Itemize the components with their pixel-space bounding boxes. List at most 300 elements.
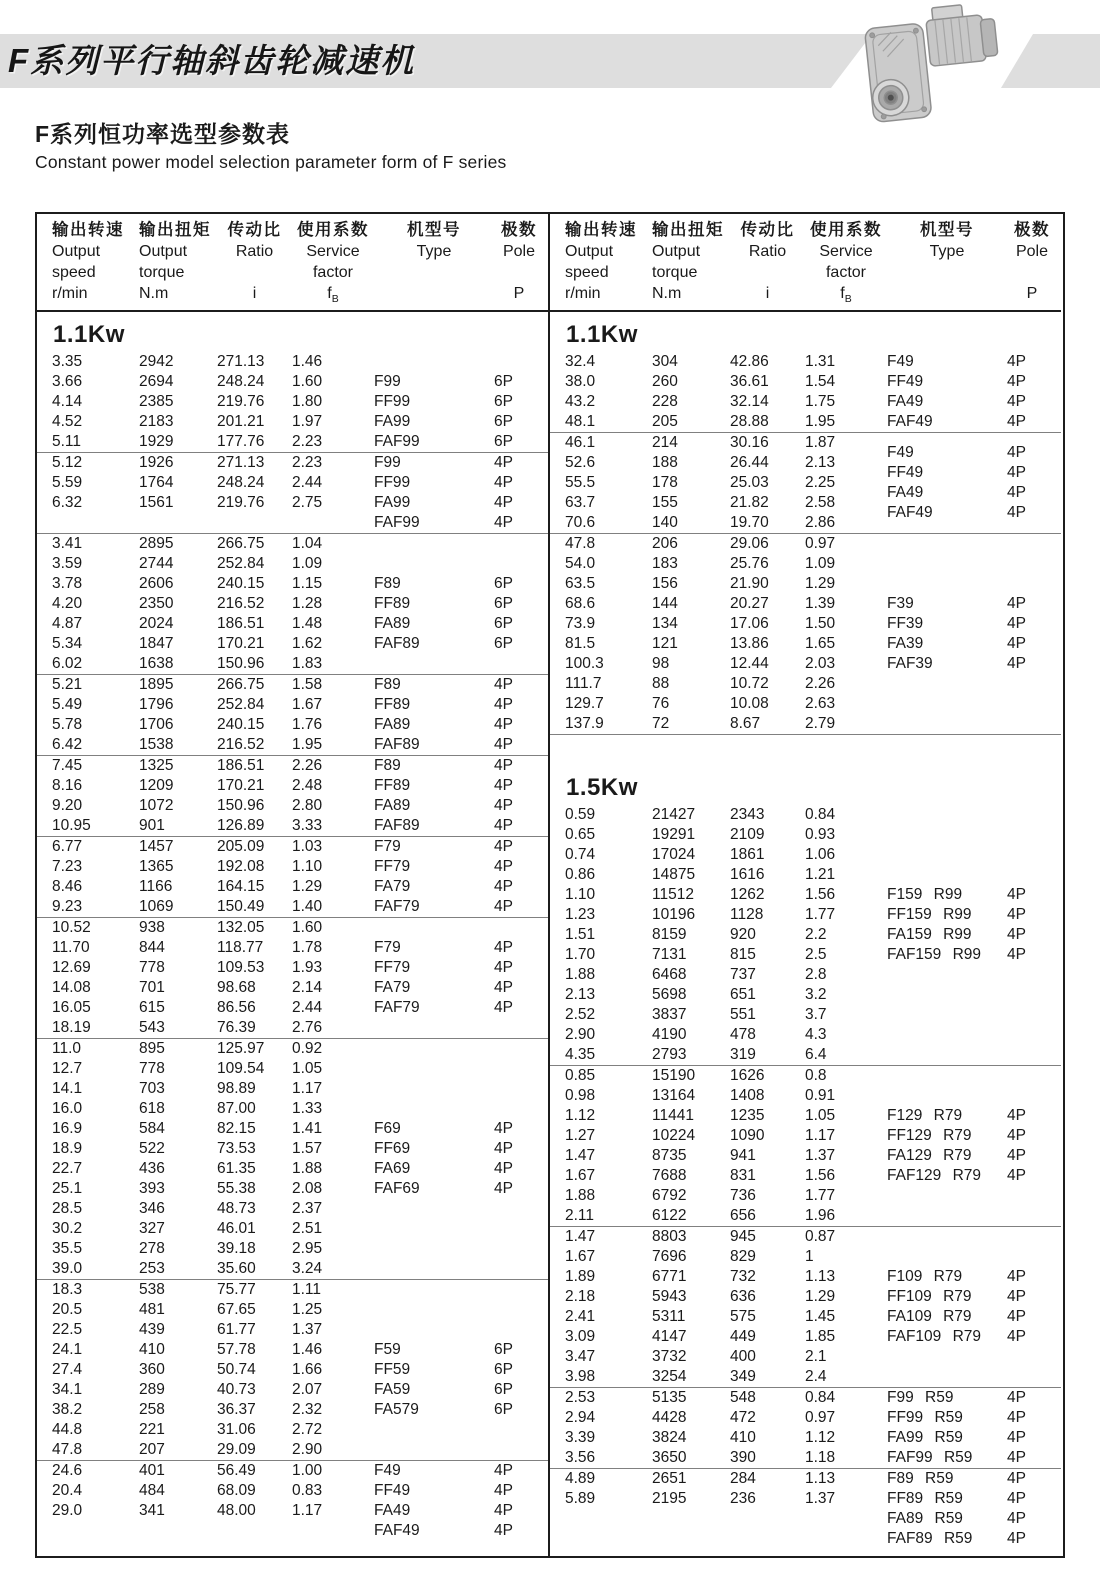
header-line: Service	[819, 243, 873, 260]
cell-speed: 44.8	[52, 1421, 83, 1438]
cell-speed: 7.45	[52, 757, 83, 774]
cell-ratio: 35.60	[217, 1260, 256, 1277]
cell-speed: 6.32	[52, 494, 83, 511]
cell-factor: 1.09	[805, 555, 836, 572]
cell-torque: 207	[139, 1441, 165, 1458]
cell-factor: 2.26	[292, 757, 323, 774]
cell-pole: 4P	[1007, 1107, 1026, 1124]
cell-pole: 4P	[1007, 946, 1026, 963]
cell-torque	[652, 1529, 730, 1549]
cell-torque: 360	[139, 1361, 165, 1378]
cell-torque: 7696	[652, 1248, 687, 1265]
cell-pole: 4P	[1007, 1409, 1026, 1426]
cell-ratio: 50.74	[217, 1361, 256, 1378]
cell-factor: 1.04	[292, 535, 323, 552]
cell-speed: 1.47	[565, 1147, 596, 1164]
header-line: Output	[652, 243, 701, 260]
column-header-pole	[1007, 220, 1057, 310]
cell-pole: 4P	[1007, 1328, 1026, 1345]
table-row	[550, 534, 1061, 554]
cell-speed: 34.1	[52, 1381, 83, 1398]
cell-ratio: 31.06	[217, 1421, 256, 1438]
cell-torque: 289	[139, 1381, 165, 1398]
type-row	[887, 634, 1057, 654]
cell-factor: 1.50	[805, 615, 836, 632]
cell-factor: 1.13	[805, 1470, 836, 1487]
cell-ratio: 390	[730, 1449, 756, 1466]
cell-pole: 4P	[494, 838, 513, 855]
cell-pole: 4P	[1007, 1147, 1026, 1164]
cell-ratio: 36.61	[730, 373, 769, 390]
cell-speed: 3.78	[52, 575, 83, 592]
cell-ratio: 42.86	[730, 353, 769, 370]
cell-pole: 6P	[494, 413, 513, 430]
cell-ratio: 86.56	[217, 999, 256, 1016]
cell-factor: 1.03	[292, 838, 323, 855]
cell-type: F129 R79	[887, 1107, 963, 1124]
header-line: Type	[416, 243, 452, 260]
header-line	[1007, 262, 1057, 283]
type-row	[374, 877, 544, 897]
cell-factor: 2.58	[805, 494, 836, 511]
cell-factor: 2.76	[292, 1019, 323, 1036]
cell-factor: 1.06	[805, 846, 836, 863]
table-row	[550, 1247, 1061, 1267]
cell-ratio: 236	[730, 1490, 756, 1507]
cell-torque: 346	[139, 1200, 165, 1217]
cell-speed: 16.0	[52, 1100, 83, 1117]
cell-ratio: 472	[730, 1409, 756, 1426]
cell-pole: 6P	[494, 615, 513, 632]
type-row	[374, 1159, 544, 1179]
header-line: 传动比	[227, 221, 282, 239]
cell-ratio: 132.05	[217, 919, 265, 936]
cell-speed: 5.11	[52, 433, 82, 450]
type-row	[374, 372, 544, 392]
cell-factor: 2.80	[292, 797, 323, 814]
cell-factor: 2.5	[805, 946, 827, 963]
cell-ratio: 941	[730, 1147, 756, 1164]
cell-speed	[565, 1529, 652, 1549]
cell-speed: 2.13	[565, 986, 596, 1003]
cell-factor: 2.32	[292, 1401, 323, 1418]
header-line: r/min	[565, 285, 601, 302]
table-body	[37, 312, 548, 1541]
column-header-pole	[494, 220, 544, 310]
type-row	[887, 503, 1057, 523]
table-row	[550, 825, 1061, 845]
cell-torque: 1796	[139, 696, 174, 713]
cell-pole: 4P	[494, 1140, 513, 1157]
cell-torque: 5698	[652, 986, 687, 1003]
column-header-ratio	[217, 220, 292, 310]
cell-torque: 341	[139, 1502, 165, 1519]
type-row	[374, 1179, 544, 1199]
type-row	[887, 1106, 1057, 1126]
cell-speed: 63.5	[565, 575, 596, 592]
header-line: N.m	[139, 285, 169, 302]
cell-type: FF89	[374, 777, 411, 794]
cell-type: F79	[374, 838, 401, 855]
table-row	[550, 1066, 1061, 1086]
cell-speed	[52, 1521, 139, 1541]
cell-ratio: 48.00	[217, 1502, 256, 1519]
cell-type: FF79	[374, 858, 411, 875]
cell-type: FAF49	[887, 413, 933, 430]
cell-ratio: 170.21	[217, 777, 265, 794]
cell-speed: 0.86	[565, 866, 596, 883]
cell-torque: 584	[139, 1120, 165, 1137]
cell-ratio: 98.68	[217, 979, 256, 996]
table-section	[550, 1387, 1061, 1468]
cell-pole: 4P	[494, 514, 513, 531]
header-line	[730, 262, 805, 283]
type-row	[374, 1360, 544, 1380]
table-section	[37, 352, 548, 452]
table-section	[37, 452, 548, 533]
cell-ratio	[730, 1509, 805, 1529]
cell-type: F39	[887, 595, 914, 612]
cell-ratio: 271.13	[217, 353, 265, 370]
table-row	[550, 985, 1061, 1005]
cell-type: FA89 R59	[887, 1510, 963, 1527]
cell-ratio: 20.27	[730, 595, 769, 612]
cell-speed: 48.1	[565, 413, 596, 430]
cell-pole: 4P	[494, 1502, 513, 1519]
cell-ratio: 1408	[730, 1087, 765, 1104]
type-row	[887, 1146, 1057, 1166]
cell-factor: 0.8	[805, 1067, 827, 1084]
cell-torque: 1072	[139, 797, 174, 814]
cell-speed: 22.7	[52, 1160, 83, 1177]
table-section	[37, 1460, 548, 1541]
cell-speed: 2.18	[565, 1288, 596, 1305]
cell-factor: 2.13	[805, 454, 836, 471]
cell-speed: 5.78	[52, 716, 83, 733]
cell-torque: 522	[139, 1140, 165, 1157]
cell-speed: 1.88	[565, 1187, 596, 1204]
cell-factor: 1.29	[805, 1288, 836, 1305]
type-row	[374, 1400, 544, 1420]
cell-pole: 4P	[494, 1160, 513, 1177]
cell-speed: 30.2	[52, 1220, 83, 1237]
cell-speed: 20.4	[52, 1482, 83, 1499]
cell-ratio: 109.54	[217, 1060, 265, 1077]
cell-speed: 38.0	[565, 373, 596, 390]
cell-ratio: 55.38	[217, 1180, 256, 1197]
cell-factor: 1.11	[292, 1281, 322, 1298]
cell-pole: 4P	[1007, 1389, 1026, 1406]
cell-type: FA579	[374, 1401, 419, 1418]
column-header-type	[887, 220, 1007, 310]
header-line: Type	[929, 243, 965, 260]
cell-torque: 1638	[139, 655, 174, 672]
cell-torque	[139, 1521, 217, 1541]
cell-speed: 6.02	[52, 655, 83, 672]
cell-torque: 6771	[652, 1268, 687, 1285]
cell-speed: 3.98	[565, 1368, 596, 1385]
cell-torque: 156	[652, 575, 678, 592]
cell-speed: 14.08	[52, 979, 91, 996]
type-row	[887, 1287, 1057, 1307]
cell-factor: 1.54	[805, 373, 836, 390]
type-row	[374, 796, 544, 816]
cell-factor: 2.95	[292, 1240, 323, 1257]
cell-ratio: 400	[730, 1348, 756, 1365]
cell-ratio: 410	[730, 1429, 756, 1446]
cell-type: FAF79	[374, 999, 420, 1016]
cell-torque: 14875	[652, 866, 696, 883]
cell-speed: 2.41	[565, 1308, 596, 1325]
cell-speed: 11.0	[52, 1040, 82, 1057]
cell-pole: 4P	[494, 676, 513, 693]
cell-type: FF59	[374, 1361, 411, 1378]
table-header	[550, 214, 1061, 312]
cell-speed: 81.5	[565, 635, 596, 652]
cell-factor: 0.91	[805, 1087, 836, 1104]
cell-torque: 1538	[139, 736, 174, 753]
cell-pole: 4P	[494, 797, 513, 814]
type-row	[887, 594, 1057, 614]
cell-type: FAF129 R79	[887, 1167, 982, 1184]
cell-ratio: 46.01	[217, 1220, 256, 1237]
type-list	[374, 372, 544, 452]
cell-ratio: 29.09	[217, 1441, 256, 1458]
cell-torque: 304	[652, 353, 678, 370]
table-section	[550, 1226, 1061, 1387]
cell-ratio: 449	[730, 1328, 756, 1345]
cell-type: FA99	[374, 413, 411, 430]
cell-torque: 7688	[652, 1167, 687, 1184]
cell-type: F49	[887, 444, 914, 461]
cell-speed: 7.23	[52, 858, 83, 875]
type-list	[374, 1340, 544, 1420]
cell-type: FAF159 R99	[887, 946, 982, 963]
cell-factor: 2.90	[292, 1441, 323, 1458]
cell-torque	[139, 513, 217, 533]
cell-pole: 6P	[494, 393, 513, 410]
table-section	[550, 352, 1061, 432]
cell-ratio: 17.06	[730, 615, 769, 632]
type-list	[374, 837, 544, 917]
cell-ratio: 177.76	[217, 433, 265, 450]
header-line: Pole	[1015, 243, 1049, 260]
type-row	[887, 1448, 1057, 1468]
cell-pole: 6P	[494, 1381, 513, 1398]
cell-factor: 1.31	[805, 353, 836, 370]
cell-ratio: 736	[730, 1187, 756, 1204]
cell-factor: 1.56	[805, 1167, 836, 1184]
table-row	[550, 1045, 1061, 1065]
cell-pole: 6P	[494, 433, 513, 450]
cell-factor: 1.88	[292, 1160, 323, 1177]
cell-type: FA39	[887, 635, 924, 652]
type-row	[374, 897, 544, 917]
type-row	[887, 1489, 1057, 1509]
type-row	[374, 695, 544, 715]
type-row	[887, 1428, 1057, 1448]
cell-factor: 2.79	[805, 715, 836, 732]
cell-pole: 4P	[1007, 1449, 1026, 1466]
header-line: P	[513, 285, 525, 302]
table-section	[37, 836, 548, 917]
banner-title: F系列平行轴斜齿轮减速机	[8, 42, 416, 79]
type-row	[887, 1307, 1057, 1327]
cell-factor: 1.83	[292, 655, 323, 672]
type-row	[374, 857, 544, 877]
cell-torque: 1926	[139, 454, 174, 471]
cell-factor: 1.13	[805, 1268, 836, 1285]
table-row	[37, 1018, 548, 1038]
header-line: torque	[139, 264, 185, 281]
cell-ratio: 118.77	[217, 939, 264, 956]
cell-factor: 1	[805, 1248, 814, 1265]
cell-torque: 1764	[139, 474, 174, 491]
cell-type: FF89	[374, 696, 411, 713]
cell-type: FF49	[887, 373, 924, 390]
type-row	[374, 432, 544, 452]
cell-torque: 3732	[652, 1348, 687, 1365]
cell-type: FF89 R59	[887, 1490, 963, 1507]
table-row	[550, 674, 1061, 694]
cell-torque: 2793	[652, 1046, 687, 1063]
cell-type: F99	[374, 454, 401, 471]
header-line: r/min	[52, 285, 88, 302]
cell-type: FF39	[887, 615, 924, 632]
cell-torque: 6792	[652, 1187, 687, 1204]
header-line: Ratio	[748, 243, 787, 260]
cell-ratio: 216.52	[217, 736, 265, 753]
cell-pole: 4P	[1007, 353, 1026, 370]
cell-torque	[652, 1509, 730, 1529]
cell-pole: 4P	[1007, 1268, 1026, 1285]
column-header-ratio	[730, 220, 805, 310]
cell-torque: 206	[652, 535, 678, 552]
cell-torque: 183	[652, 555, 678, 572]
cell-factor: 1.37	[805, 1490, 836, 1507]
cell-pole: 4P	[494, 736, 513, 753]
cell-speed: 111.7	[565, 675, 602, 692]
cell-pole: 4P	[494, 474, 513, 491]
cell-factor: 1.78	[292, 939, 323, 956]
header-line	[217, 262, 292, 283]
header-line: 输出扭矩	[652, 221, 724, 239]
cell-ratio: 150.96	[217, 797, 265, 814]
cell-ratio	[730, 1529, 805, 1549]
header-line: Service	[306, 243, 360, 260]
table-body	[550, 312, 1061, 1549]
type-row	[887, 1166, 1057, 1186]
cell-type: FA49	[887, 393, 924, 410]
type-row	[374, 938, 544, 958]
table-section	[550, 432, 1061, 533]
cell-torque: 188	[652, 454, 678, 471]
table-row	[550, 1086, 1061, 1106]
table-row	[37, 1320, 548, 1340]
cell-speed: 1.51	[565, 926, 596, 943]
cell-type: FA89	[374, 797, 411, 814]
cell-factor: 0.93	[805, 826, 836, 843]
table-row	[550, 805, 1061, 825]
cell-ratio: 36.37	[217, 1401, 256, 1418]
cell-ratio: 240.15	[217, 575, 265, 592]
cell-ratio: 82.15	[217, 1120, 256, 1137]
cell-ratio: 186.51	[217, 615, 265, 632]
table-row	[550, 574, 1061, 594]
cell-ratio: 73.53	[217, 1140, 256, 1157]
cell-ratio: 656	[730, 1207, 756, 1224]
table-row	[550, 845, 1061, 865]
cell-factor: 1.15	[292, 575, 323, 592]
cell-pole: 6P	[494, 373, 513, 390]
cell-factor: 2.23	[292, 433, 323, 450]
header-line: 输出转速	[52, 221, 124, 239]
cell-torque: 4428	[652, 1409, 687, 1426]
cell-type: FA159 R99	[887, 926, 972, 943]
cell-factor: 0.87	[805, 1228, 836, 1245]
cell-type: FA89	[374, 716, 411, 733]
cell-torque: 938	[139, 919, 165, 936]
cell-type: FAF89	[374, 736, 420, 753]
cell-ratio: 76.39	[217, 1019, 256, 1036]
cell-torque: 19291	[652, 826, 696, 843]
type-row	[374, 998, 544, 1018]
header-line: speed	[565, 264, 609, 281]
cell-type: FAF109 R79	[887, 1328, 982, 1345]
cell-torque: 76	[652, 695, 670, 712]
cell-speed: 38.2	[52, 1401, 83, 1418]
cell-torque: 5943	[652, 1288, 687, 1305]
cell-ratio: 248.24	[217, 474, 265, 491]
gear-reducer-image	[835, 0, 1025, 132]
cell-torque: 3837	[652, 1006, 687, 1023]
type-row	[374, 735, 544, 755]
cell-speed: 1.27	[565, 1127, 596, 1144]
cell-speed: 3.39	[565, 1429, 596, 1446]
type-list	[374, 574, 544, 654]
cell-pole: 4P	[494, 878, 513, 895]
type-list	[374, 756, 544, 836]
cell-ratio: 216.52	[217, 595, 265, 612]
cell-speed: 18.19	[52, 1019, 91, 1036]
cell-speed: 5.21	[52, 676, 83, 693]
cell-torque: 2895	[139, 535, 174, 552]
column-header-speed	[52, 220, 139, 310]
cell-factor: 3.7	[805, 1006, 827, 1023]
cell-torque: 258	[139, 1401, 165, 1418]
cell-type: F89 R59	[887, 1470, 954, 1487]
cell-torque: 4190	[652, 1026, 687, 1043]
cell-type: F99 R59	[887, 1389, 954, 1406]
cell-factor: 1.77	[805, 1187, 836, 1204]
cell-pole: 4P	[1007, 1127, 1026, 1144]
cell-pole: 4P	[1007, 906, 1026, 923]
cell-factor: 2.48	[292, 777, 323, 794]
cell-factor: 1.05	[805, 1107, 836, 1124]
cell-ratio: 61.77	[217, 1321, 256, 1338]
cell-torque: 17024	[652, 846, 696, 863]
cell-speed: 47.8	[565, 535, 596, 552]
header-line: $f_B$	[327, 285, 339, 306]
table-section	[37, 1038, 548, 1279]
cell-factor: 2.44	[292, 999, 323, 1016]
cell-torque: 401	[139, 1462, 165, 1479]
type-row	[887, 372, 1057, 392]
cell-torque: 10224	[652, 1127, 696, 1144]
cell-ratio: 478	[730, 1026, 756, 1043]
cell-pole: 4P	[1007, 926, 1026, 943]
table-row	[37, 654, 548, 674]
